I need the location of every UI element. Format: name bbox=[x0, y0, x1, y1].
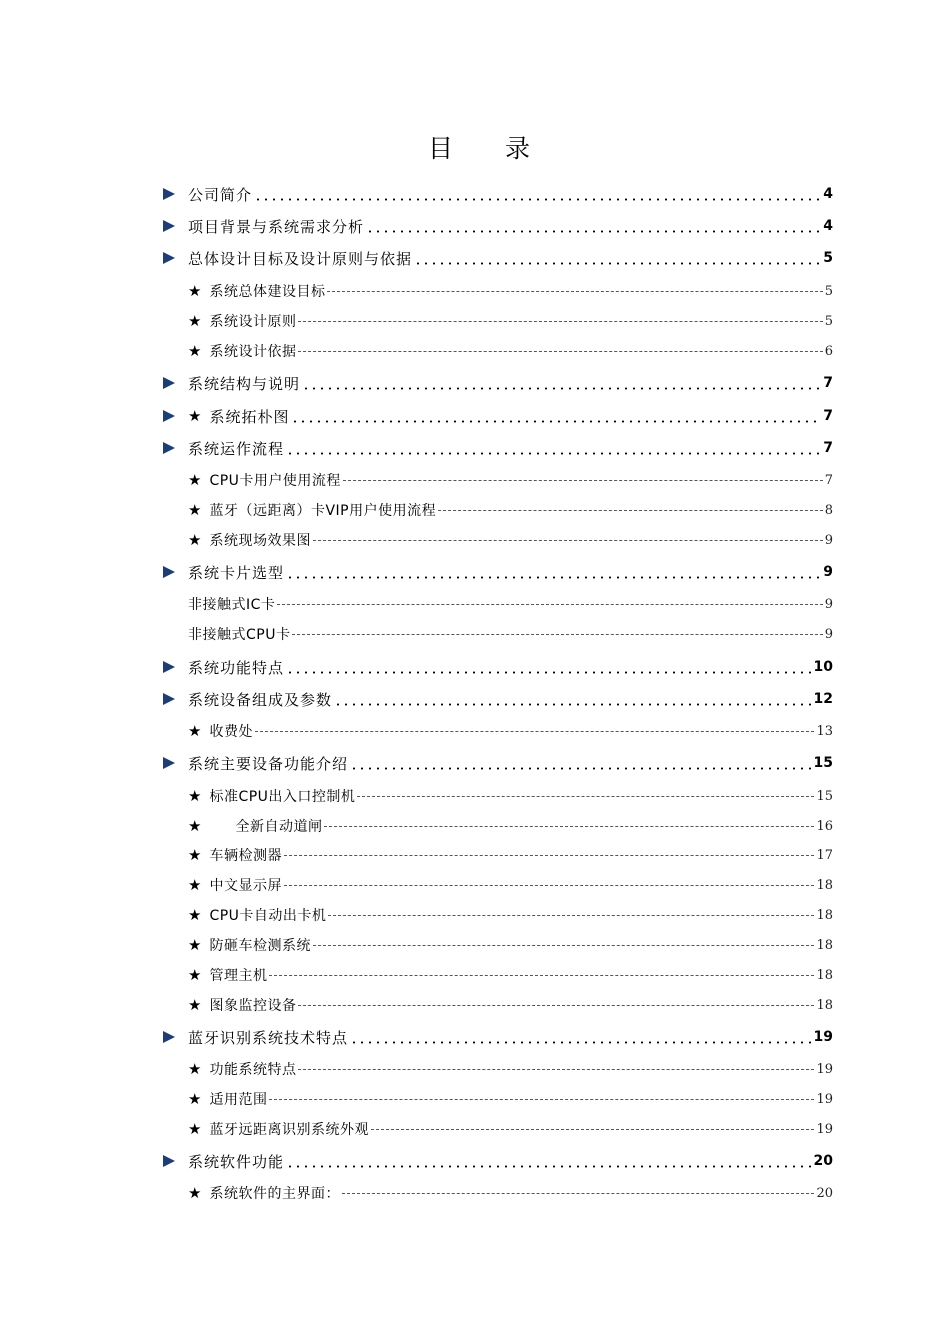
toc-label-wrap bbox=[160, 845, 282, 865]
toc-page-number: 16 bbox=[816, 818, 833, 834]
toc-label-wrap bbox=[160, 1119, 369, 1139]
toc-entry-label: CPU卡自动出卡机 bbox=[209, 908, 327, 924]
triangle-bullet-icon bbox=[163, 252, 175, 264]
toc-label-wrap bbox=[160, 905, 326, 925]
toc-entry-label: 系统设计依据 bbox=[209, 344, 297, 360]
toc-bullet bbox=[160, 220, 188, 232]
toc-label-wrap bbox=[160, 281, 325, 301]
toc-leader bbox=[286, 452, 821, 455]
toc-entry[interactable] bbox=[160, 592, 833, 616]
toc-entry-label: 蓝牙（远距离）卡VIP用户使用流程 bbox=[209, 503, 437, 519]
toc-entry[interactable] bbox=[160, 436, 833, 460]
toc-entry[interactable] bbox=[160, 655, 833, 679]
toc-label-wrap bbox=[188, 216, 364, 237]
toc-label-wrap bbox=[188, 1151, 284, 1172]
toc-leader bbox=[313, 540, 823, 542]
toc-entry-label: 系统总体建设目标 bbox=[209, 284, 326, 300]
triangle-bullet-icon bbox=[163, 661, 175, 673]
toc-entry[interactable] bbox=[160, 843, 833, 867]
toc-entry[interactable] bbox=[160, 993, 833, 1017]
toc-entry[interactable] bbox=[160, 1025, 833, 1049]
toc-entry-label: 防砸车检测系统 bbox=[209, 938, 311, 954]
toc-leader bbox=[327, 291, 822, 293]
toc-label-wrap bbox=[188, 248, 412, 269]
star-bullet-icon: ★ bbox=[188, 876, 202, 894]
triangle-bullet-icon bbox=[163, 757, 175, 769]
toc-page-number: 18 bbox=[816, 907, 833, 923]
triangle-bullet-icon bbox=[163, 377, 175, 389]
toc-label-wrap bbox=[160, 500, 436, 520]
toc-page-number: 19 bbox=[813, 1029, 833, 1045]
toc-entry-label: 系统功能特点 bbox=[188, 658, 285, 677]
toc-page-number: 7 bbox=[823, 408, 833, 424]
toc-leader bbox=[302, 387, 821, 390]
toc-leader bbox=[284, 885, 815, 887]
toc-leader bbox=[438, 510, 823, 512]
toc-entry-label: 系统设备组成及参数 bbox=[188, 690, 333, 709]
toc-label-wrap bbox=[188, 1027, 348, 1048]
toc-label-wrap bbox=[188, 562, 284, 583]
star-bullet-icon: ★ bbox=[188, 787, 202, 805]
star-bullet-icon: ★ bbox=[188, 722, 202, 740]
toc-entry[interactable] bbox=[160, 963, 833, 987]
toc-leader bbox=[343, 480, 823, 482]
toc-leader bbox=[334, 703, 812, 706]
toc-label-wrap bbox=[160, 816, 322, 836]
toc-title: 目 录 bbox=[428, 134, 552, 163]
toc-entry-label: 蓝牙识别系统技术特点 bbox=[188, 1028, 349, 1047]
toc-bullet bbox=[160, 410, 188, 422]
toc-leader bbox=[350, 1041, 812, 1044]
toc-page-number: 19 bbox=[816, 1061, 833, 1077]
toc-page-number: 13 bbox=[816, 723, 833, 739]
toc-page-number: 5 bbox=[824, 313, 833, 329]
toc-entry-label: 总体设计目标及设计原则与依据 bbox=[188, 249, 413, 268]
star-bullet-icon: ★ bbox=[188, 846, 202, 864]
toc-entry-label: 非接触式IC卡 bbox=[188, 597, 276, 613]
toc-label-wrap bbox=[160, 1183, 340, 1203]
toc-entry-label: 蓝牙远距离识别系统外观 bbox=[209, 1122, 369, 1138]
toc-leader bbox=[255, 731, 815, 733]
toc-leader bbox=[254, 198, 821, 201]
toc-label-wrap bbox=[188, 657, 284, 678]
triangle-bullet-icon bbox=[163, 410, 175, 422]
triangle-bullet-icon bbox=[163, 220, 175, 232]
toc-bullet bbox=[160, 757, 188, 769]
toc-entry[interactable] bbox=[160, 687, 833, 711]
toc-leader bbox=[350, 767, 812, 770]
toc-entry[interactable] bbox=[160, 309, 833, 333]
toc-page-number: 17 bbox=[816, 847, 833, 863]
toc-entry[interactable] bbox=[160, 560, 833, 584]
toc-entry-label: 系统运作流程 bbox=[188, 439, 285, 458]
toc-page-number: 12 bbox=[813, 691, 833, 707]
toc-label-wrap bbox=[160, 721, 253, 741]
toc-entry[interactable] bbox=[160, 719, 833, 743]
toc-label-wrap bbox=[188, 406, 289, 427]
toc-label-wrap bbox=[160, 1059, 296, 1079]
toc-leader bbox=[328, 915, 814, 917]
toc-label-wrap bbox=[188, 438, 284, 459]
star-bullet-icon: ★ bbox=[188, 471, 202, 489]
toc-leader bbox=[298, 1069, 814, 1071]
toc-entry-label: 项目背景与系统需求分析 bbox=[188, 217, 365, 236]
toc-label-wrap bbox=[188, 689, 332, 710]
toc-label-wrap bbox=[160, 786, 355, 806]
toc-page-number: 8 bbox=[824, 502, 833, 518]
toc-page-number: 9 bbox=[824, 626, 833, 642]
toc-leader bbox=[291, 420, 821, 423]
toc-entry[interactable] bbox=[160, 873, 833, 897]
toc-entry-label: 收费处 bbox=[209, 724, 253, 740]
toc-leader bbox=[292, 634, 822, 636]
triangle-bullet-icon bbox=[163, 442, 175, 454]
toc-bullet bbox=[160, 377, 188, 389]
toc-entry-label: 公司简介 bbox=[188, 185, 253, 204]
star-bullet-icon: ★ bbox=[188, 1184, 202, 1202]
triangle-bullet-icon bbox=[163, 693, 175, 705]
toc-entry-label: 图象监控设备 bbox=[209, 998, 297, 1014]
toc-page-number: 15 bbox=[813, 755, 833, 771]
toc-page-number: 6 bbox=[824, 343, 833, 359]
toc-page-number: 18 bbox=[816, 967, 833, 983]
toc-page-number: 7 bbox=[824, 472, 833, 488]
toc-leader bbox=[298, 351, 822, 353]
toc-entry[interactable] bbox=[160, 371, 833, 395]
toc-entry-label: 非接触式CPU卡 bbox=[188, 627, 291, 643]
star-bullet-icon: ★ bbox=[188, 342, 202, 360]
star-bullet-icon: ★ bbox=[188, 936, 202, 954]
toc-entry[interactable] bbox=[160, 182, 833, 206]
toc-page-number: 19 bbox=[816, 1121, 833, 1137]
toc-entry-label: 系统拓朴图 bbox=[209, 407, 290, 426]
toc-entry[interactable] bbox=[160, 279, 833, 303]
toc-page-number: 9 bbox=[824, 596, 833, 612]
toc-entry[interactable] bbox=[160, 814, 833, 838]
toc-entry-label: 全新自动道闸 bbox=[235, 819, 323, 835]
star-bullet-icon: ★ bbox=[188, 817, 202, 835]
toc-entry[interactable] bbox=[160, 903, 833, 927]
toc-leader bbox=[414, 262, 821, 265]
toc-entry[interactable] bbox=[160, 1057, 833, 1081]
toc-label-wrap bbox=[160, 935, 311, 955]
toc-leader bbox=[342, 1193, 815, 1195]
toc-leader bbox=[286, 576, 821, 579]
toc-page-number: 20 bbox=[816, 1185, 833, 1201]
toc-entry-label: 中文显示屏 bbox=[209, 878, 282, 894]
toc-page-number: 15 bbox=[816, 788, 833, 804]
toc-page-number: 4 bbox=[823, 186, 833, 202]
toc-label-wrap bbox=[160, 470, 341, 490]
toc-entry[interactable] bbox=[160, 622, 833, 646]
toc-entry-label: 车辆检测器 bbox=[209, 848, 282, 864]
star-bullet-icon: ★ bbox=[188, 1060, 202, 1078]
star-bullet-icon: ★ bbox=[188, 282, 202, 300]
toc-page-number: 7 bbox=[823, 440, 833, 456]
toc-bullet bbox=[160, 1155, 188, 1167]
toc-label-wrap bbox=[160, 530, 311, 550]
toc-leader bbox=[298, 1005, 814, 1007]
toc-page-number: 20 bbox=[813, 1153, 833, 1169]
star-bullet-icon: ★ bbox=[188, 501, 202, 519]
toc-leader bbox=[357, 796, 814, 798]
toc-entry[interactable] bbox=[160, 468, 833, 492]
toc-leader bbox=[284, 855, 815, 857]
toc-label-wrap bbox=[160, 624, 290, 644]
toc-leader bbox=[366, 230, 821, 233]
toc-entry-label: 适用范围 bbox=[209, 1092, 268, 1108]
toc-bullet bbox=[160, 188, 188, 200]
toc-entry[interactable] bbox=[160, 528, 833, 552]
toc-entry-label: 标准CPU出入口控制机 bbox=[209, 789, 356, 805]
toc-page-number: 18 bbox=[816, 937, 833, 953]
star-bullet-icon: ★ bbox=[188, 966, 202, 984]
toc-leader bbox=[286, 671, 812, 674]
toc-page-number: 5 bbox=[823, 250, 833, 266]
toc-label-wrap bbox=[160, 594, 275, 614]
triangle-bullet-icon bbox=[163, 566, 175, 578]
toc-label-wrap bbox=[160, 995, 296, 1015]
toc-bullet bbox=[160, 1031, 188, 1043]
toc-label-wrap bbox=[188, 753, 348, 774]
triangle-bullet-icon bbox=[163, 1155, 175, 1167]
toc-entry-label: 系统卡片选型 bbox=[188, 563, 285, 582]
toc-leader bbox=[269, 975, 814, 977]
toc-bullet bbox=[160, 661, 188, 673]
toc-page-number: 18 bbox=[816, 877, 833, 893]
toc-entry-label: 系统软件功能 bbox=[188, 1152, 285, 1171]
star-bullet-icon: ★ bbox=[188, 531, 202, 549]
toc-leader bbox=[277, 604, 822, 606]
toc-entry-label: 系统结构与说明 bbox=[188, 374, 301, 393]
toc-bullet bbox=[160, 442, 188, 454]
toc-leader bbox=[313, 945, 815, 947]
toc-entry-label: CPU卡用户使用流程 bbox=[209, 473, 341, 489]
toc-label-wrap bbox=[160, 1089, 267, 1109]
toc-label-wrap bbox=[160, 965, 267, 985]
toc-label-wrap bbox=[160, 311, 296, 331]
toc-entry[interactable] bbox=[160, 933, 833, 957]
toc-page-number: 18 bbox=[816, 997, 833, 1013]
toc-entry[interactable] bbox=[160, 1149, 833, 1173]
toc-entry-label: 系统设计原则 bbox=[209, 314, 297, 330]
toc-entry[interactable] bbox=[160, 751, 833, 775]
toc-page-number: 9 bbox=[824, 532, 833, 548]
toc-label-wrap bbox=[160, 341, 296, 361]
star-bullet-icon: ★ bbox=[188, 312, 202, 330]
toc-entry-label: 管理主机 bbox=[209, 968, 268, 984]
toc-entry[interactable] bbox=[160, 1117, 833, 1141]
toc-leader bbox=[298, 321, 822, 323]
toc-entry[interactable] bbox=[160, 214, 833, 238]
toc-page-number: 19 bbox=[816, 1091, 833, 1107]
toc-leader bbox=[269, 1099, 814, 1101]
toc-entry[interactable] bbox=[160, 1087, 833, 1111]
toc-entry-label: 系统现场效果图 bbox=[209, 533, 311, 549]
toc-page-number: 9 bbox=[823, 564, 833, 580]
toc-label-wrap bbox=[188, 184, 252, 205]
toc-entry-label: 系统主要设备功能介绍 bbox=[188, 754, 349, 773]
toc-leader bbox=[371, 1129, 815, 1131]
toc-label-wrap bbox=[160, 875, 282, 895]
star-bullet-icon: ★ bbox=[188, 1090, 202, 1108]
toc-page-number: 5 bbox=[824, 283, 833, 299]
star-bullet-icon: ★ bbox=[188, 906, 202, 924]
toc-page-number: 10 bbox=[813, 659, 833, 675]
toc-entry-label: 系统软件的主界面： bbox=[209, 1186, 340, 1202]
toc-entry-label: 功能系统特点 bbox=[209, 1062, 297, 1078]
triangle-bullet-icon bbox=[163, 188, 175, 200]
toc-leader bbox=[324, 826, 814, 828]
toc-entry[interactable] bbox=[160, 404, 833, 428]
toc-entry[interactable] bbox=[160, 339, 833, 363]
toc-entry[interactable] bbox=[160, 784, 833, 808]
toc-bullet bbox=[160, 252, 188, 264]
triangle-bullet-icon bbox=[163, 1031, 175, 1043]
star-bullet-icon: ★ bbox=[188, 1120, 202, 1138]
toc-bullet bbox=[160, 566, 188, 578]
star-bullet-icon: ★ bbox=[188, 407, 202, 425]
toc-label-wrap bbox=[188, 373, 300, 394]
toc-bullet bbox=[160, 693, 188, 705]
toc-page-number: 7 bbox=[823, 375, 833, 391]
toc-entry[interactable] bbox=[160, 246, 833, 270]
star-bullet-icon: ★ bbox=[188, 996, 202, 1014]
toc-leader bbox=[286, 1165, 812, 1168]
toc-entry[interactable] bbox=[160, 498, 833, 522]
toc-page-number: 4 bbox=[823, 218, 833, 234]
toc-entry[interactable] bbox=[160, 1181, 833, 1205]
